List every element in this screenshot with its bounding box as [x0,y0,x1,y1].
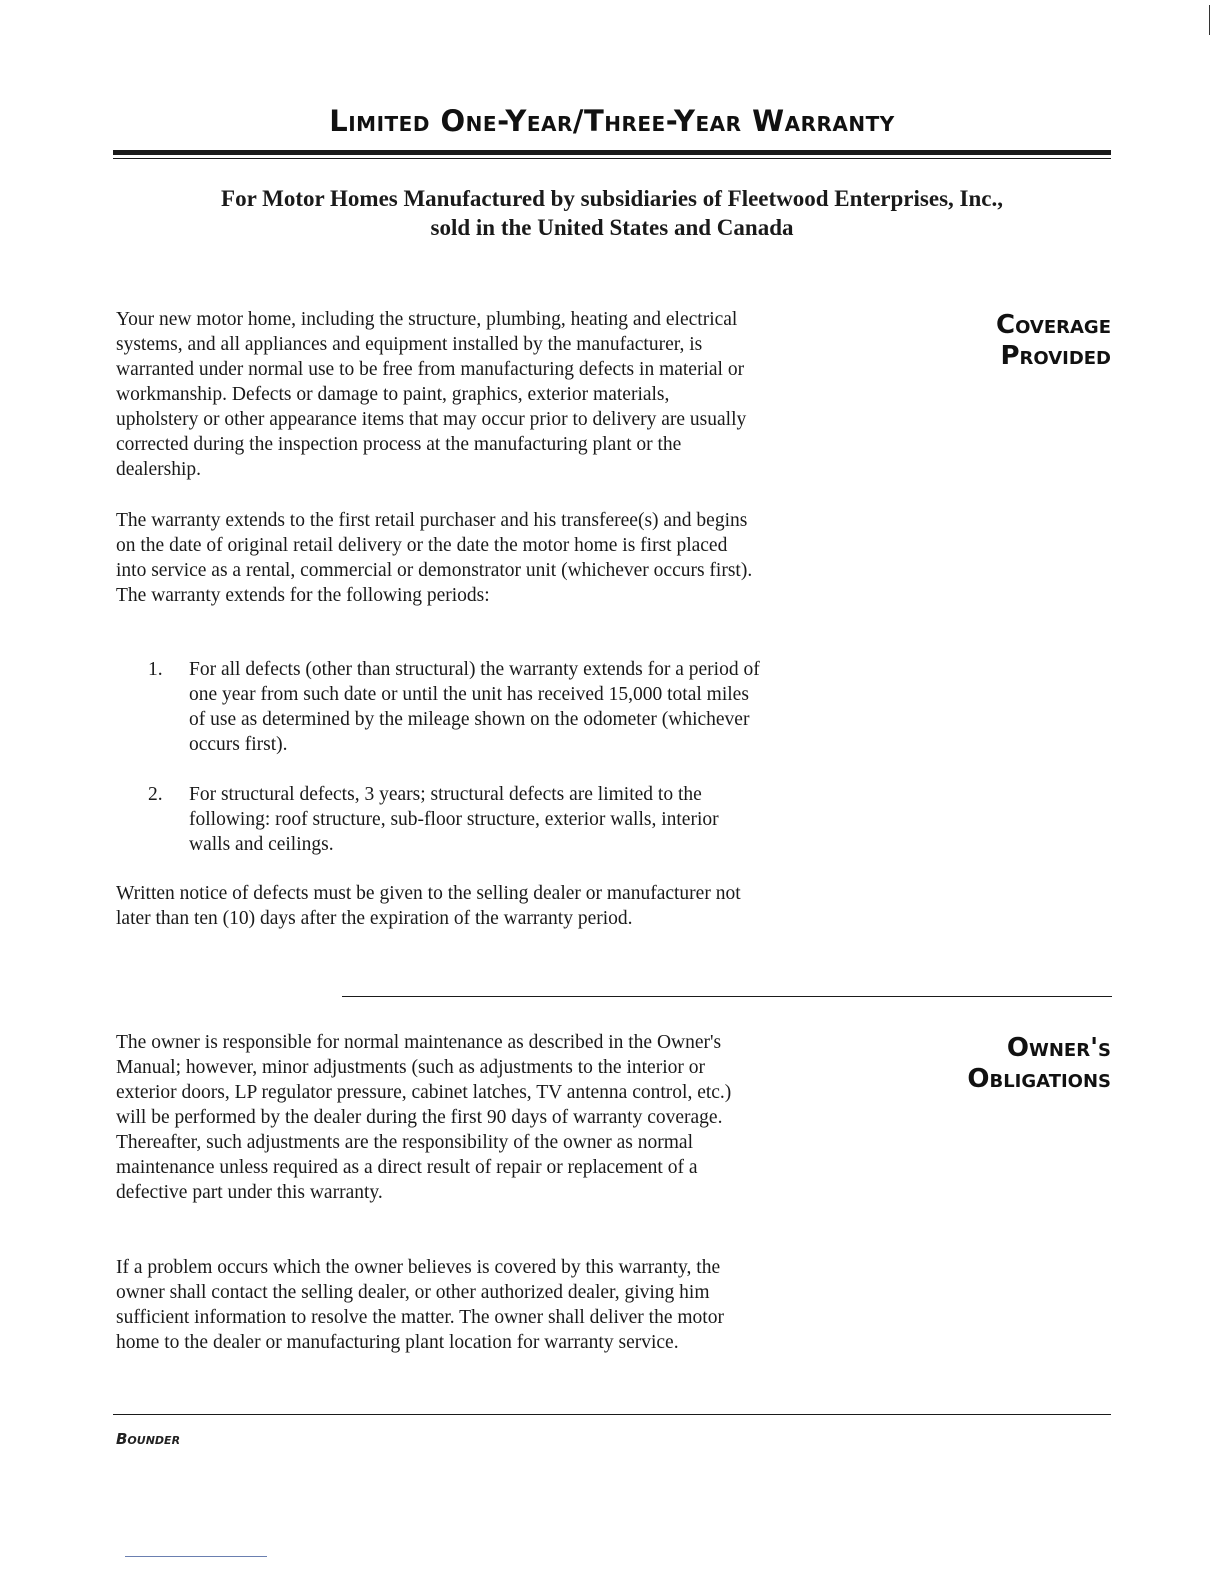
coverage-paragraph-2: The warranty extends to the first retail purchaser and his transferee(s) and begins on the date of original retail delivery or the date the motor home is first placed into service as a rental, commercial or demonstrator unit (whichever occurs first). The warranty extends for the following periods: [116,510,753,606]
scan-artifact [1209,5,1210,35]
subtitle-line-2: sold in the United States and Canada [430,215,794,240]
coverage-heading-line-1: Coverage [996,310,1111,340]
title-rule-thin [113,158,1111,159]
coverage-paragraph-3: Written notice of defects must be given to the selling dealer or manufacturer not later than ten (10) days after the expiration of the warranty period. [116,883,741,929]
coverage-paragraph-1: Your new motor home, including the structure, plumbing, heating and electrical systems, and all appliances and equipment installed by the manufacturer, is warranted under normal use to be free from manufacturing defects in material or workmanship. Defects or damage to paint, graphics, exterior materials, upholstery or other appearance items that may occur prior to delivery are usually corrected during the inspection process at the manufacturing plant or the dealership. [116,309,747,480]
coverage-heading [851,310,1111,372]
coverage-heading-line-2: Provided [1000,341,1111,371]
obligations-heading-line-1: Owner's [1006,1033,1111,1063]
subtitle-line-1: For Motor Homes Manufactured by subsidiaries of Fleetwood Enterprises, Inc., [221,186,1003,211]
obligations-paragraph-1: The owner is responsible for normal maintenance as described in the Owner's Manual; however, minor adjustments (such as adjustments to the interior or exterior doors, LP regulator pressure, cabinet latches, TV antenna control, etc.) will be performed by the dealer during the first 90 days of warranty coverage. Thereafter, such adjustments are the responsibility of the owner as normal maintenance unless required as a direct result of repair or replacement of a defective part under this warranty. [116,1032,732,1203]
page-title: Limited One-Year/Three-Year Warranty [329,104,895,138]
list-number-1: 1. [148,659,163,680]
section-divider [342,996,1112,997]
page-subtitle [0,184,1224,242]
scan-underline-artifact [125,1556,267,1557]
obligations-heading-line-2: Obligations [967,1064,1111,1094]
list-number-2: 2. [148,784,163,805]
list-text-2: For structural defects, 3 years; structural defects are limited to the following: roof structure, sub-floor structure, exterior walls, interior walls and ceilings. [189,784,719,855]
list-text-1: For all defects (other than structural) the warranty extends for a period of one year from such date or until the unit has received 15,000 total miles of use as determined by the mileage shown on the odometer (whichever occurs first). [189,659,760,755]
footer-rule [113,1414,1111,1415]
obligations-heading [851,1033,1111,1095]
obligations-paragraph-2: If a problem occurs which the owner believes is covered by this warranty, the owner shall contact the selling dealer, or other authorized dealer, giving him sufficient information to resolve the matter. The owner shall deliver the motor home to the dealer or manufacturing plant location for warranty service. [116,1257,724,1353]
footer-brand: Bounder [116,1430,181,1448]
title-rule-thick [113,150,1111,155]
